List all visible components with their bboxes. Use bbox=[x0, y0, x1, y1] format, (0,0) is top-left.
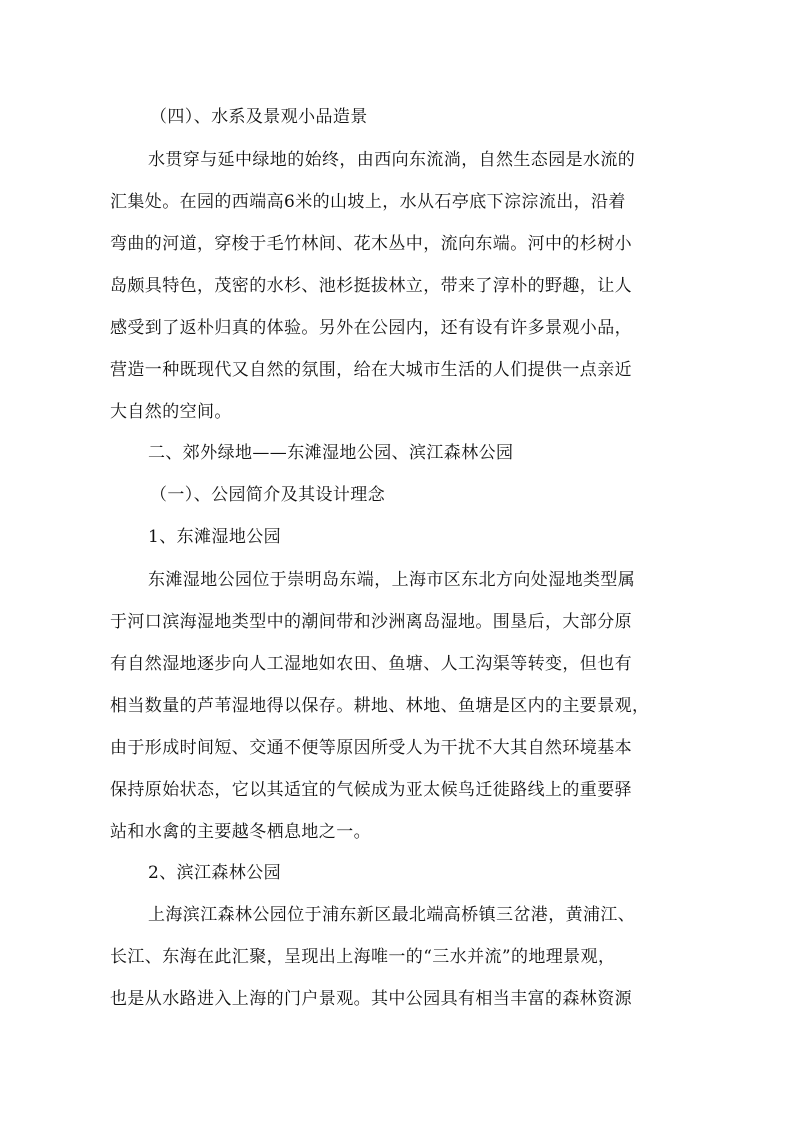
paragraph-line: 汇集处。在园的西端高6米的山坡上，水从石亭底下淙淙流出，沿着 bbox=[110, 192, 626, 212]
paragraph-line: 东滩湿地公园位于崇明岛东端，上海市区东北方向处湿地类型属 bbox=[148, 570, 636, 590]
subsection-heading-dongtan: 1、东滩湿地公园 bbox=[148, 527, 282, 547]
section-heading-suburban-green: 二、郊外绿地——东滩湿地公园、滨江森林公园 bbox=[148, 443, 514, 463]
paragraph-line: 由于形成时间短、交通不便等原因所受人为干扰不大其自然环境基本 bbox=[110, 738, 632, 758]
paragraph-line: 有自然湿地逐步向人工湿地如农田、鱼塘、人工沟渠等转变，但也有 bbox=[110, 654, 632, 674]
paragraph-line: 营造一种既现代又自然的氛围，给在大城市生活的人们提供一点亲近 bbox=[110, 360, 632, 380]
paragraph-line: 也是从水路进入上海的门户景观。其中公园具有相当丰富的森林资源 bbox=[110, 989, 632, 1009]
paragraph-line: 水贯穿与延中绿地的始终，由西向东流淌，自然生态园是水流的 bbox=[148, 150, 636, 170]
paragraph-line: 上海滨江森林公园位于浦东新区最北端高桥镇三岔港，黄浦江、 bbox=[148, 905, 636, 925]
paragraph-line: 岛颇具特色，茂密的水杉、池杉挺拔林立，带来了淳朴的野趣，让人 bbox=[110, 276, 632, 296]
paragraph-line: 站和水禽的主要越冬栖息地之一。 bbox=[110, 822, 371, 842]
paragraph-line: 大自然的空间。 bbox=[110, 402, 232, 422]
paragraph-line: 相当数量的芦苇湿地得以保存。耕地、林地、鱼塘是区内的主要景观， bbox=[110, 696, 650, 716]
section-heading-water-system: （四）、水系及景观小品造景 bbox=[150, 107, 368, 127]
paragraph-line: 于河口滨海湿地类型中的潮间带和沙洲离岛湿地。围垦后，大部分原 bbox=[110, 612, 632, 632]
paragraph-line: 长江、东海在此汇聚，呈现出上海唯一的“三水并流”的地理景观， bbox=[110, 947, 616, 967]
paragraph-line: 保持原始状态，它以其适宜的气候成为亚太候鸟迁徙路线上的重要驿 bbox=[110, 780, 632, 800]
paragraph-line: 感受到了返朴归真的体验。另外在公园内，还有设有许多景观小品， bbox=[110, 318, 632, 338]
subsection-heading-binjiang: 2、滨江森林公园 bbox=[148, 863, 282, 883]
subsection-heading-park-intro: （一）、公园简介及其设计理念 bbox=[150, 485, 386, 505]
paragraph-line: 弯曲的河道，穿梭于毛竹林间、花木丛中，流向东端。河中的杉树小 bbox=[110, 234, 632, 254]
